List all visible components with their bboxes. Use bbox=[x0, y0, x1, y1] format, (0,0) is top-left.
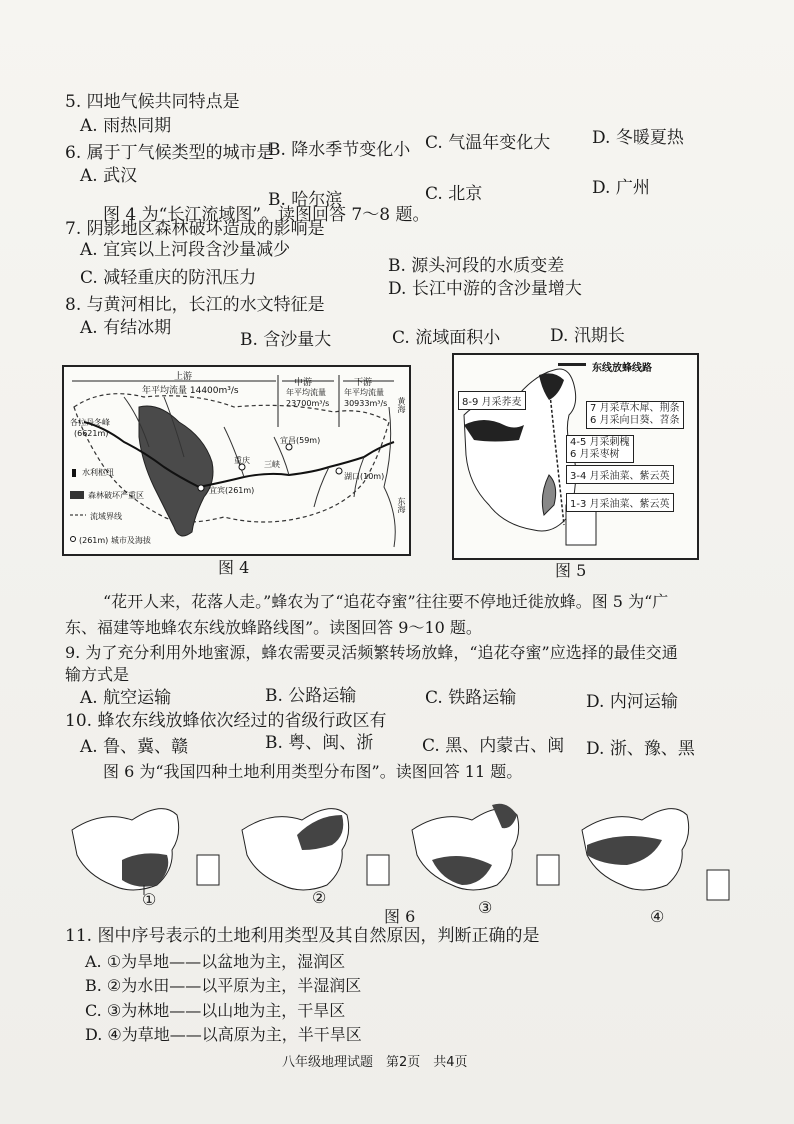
q11-option-c: C. ③为林地——以山地为主，干旱区 bbox=[85, 1001, 346, 1020]
q6-option-d: D. 广州 bbox=[592, 178, 650, 198]
q10-option-d: D. 浙、豫、黑 bbox=[586, 739, 695, 759]
map-3 bbox=[412, 804, 559, 890]
q9-option-c: C. 铁路运输 bbox=[425, 688, 517, 708]
q7-option-b: B. 源头河段的水质变差 bbox=[388, 256, 565, 276]
bee-paragraph-line1: “花开人来，花落人走。”蜂农为了“追花夺蜜”往往要不停地迁徙放蜂。图 5 为“广 bbox=[103, 592, 669, 611]
label-locust: 4-5 月采刺槐 bbox=[570, 437, 630, 448]
map-1-number: ① bbox=[142, 890, 157, 909]
fig6-caption: 图 6 bbox=[384, 907, 416, 926]
legend-boundary: 流域界线 bbox=[90, 512, 122, 521]
yangtze-basin-map bbox=[62, 365, 411, 556]
q7-option-d: D. 长江中游的含沙量增大 bbox=[388, 279, 582, 299]
q9-option-d: D. 内河运输 bbox=[586, 692, 678, 712]
lower-flow-label-1: 年平均流量 bbox=[344, 388, 384, 397]
land-use-maps bbox=[62, 790, 762, 920]
middle-flow-label-2: 23700m³/s bbox=[286, 399, 330, 408]
q5-option-a: A. 雨热同期 bbox=[80, 116, 172, 136]
label-jujube: 6 月采枣树 bbox=[570, 449, 620, 460]
q8-option-b: B. 含沙量大 bbox=[240, 330, 332, 350]
q7-option-a: A. 宜宾以上河段含沙量减少 bbox=[80, 240, 291, 260]
q6-option-c: C. 北京 bbox=[425, 184, 483, 204]
q5-option-d: D. 冬暖夏热 bbox=[592, 128, 684, 148]
peak-label: 各拉丹冬峰 bbox=[70, 418, 110, 427]
yellow-sea-label: 黄海 bbox=[397, 397, 406, 413]
city-yichang: 宜昌(59m) bbox=[280, 436, 321, 445]
q7-option-c: C. 减轻重庆的防汛压力 bbox=[80, 268, 257, 288]
legend-dam: 水利枢纽 bbox=[82, 468, 114, 477]
q9-stem-1: 9. 为了充分利用外地蜜源，蜂农需要灵活频繁转场放蜂，“追花夺蜜”应选择的最佳交通 bbox=[65, 643, 678, 662]
label-buckwheat: 8-9 月采荞麦 bbox=[458, 391, 526, 410]
q6-option-a: A. 武汉 bbox=[80, 166, 138, 186]
map-3-number: ③ bbox=[478, 898, 493, 917]
q9-stem-2: 输方式是 bbox=[65, 665, 130, 684]
three-gorges-label: 三峡 bbox=[264, 460, 280, 469]
q10-option-a: A. 鲁、冀、赣 bbox=[80, 737, 189, 757]
lower-reach-label: 下游 bbox=[354, 378, 373, 388]
q8-option-d: D. 汛期长 bbox=[550, 326, 625, 346]
map-4 bbox=[582, 809, 729, 900]
label-jul-jun bbox=[586, 401, 684, 429]
city-yibin: 宜宾(261m) bbox=[209, 486, 255, 495]
q9-option-b: B. 公路运输 bbox=[265, 686, 357, 706]
label-apr-jun bbox=[566, 435, 634, 463]
fig4-caption: 图 4 bbox=[218, 558, 250, 577]
route-legend: 东线放蜂线路 bbox=[592, 363, 652, 374]
city-chongqing: 重庆 bbox=[234, 456, 250, 465]
peak-elevation: (6621m) bbox=[74, 429, 109, 438]
q6-option-b: B. 哈尔滨 bbox=[268, 190, 343, 210]
label-jan-mar: 1-3 月采油菜、紫云英 bbox=[566, 493, 674, 512]
q8-stem: 8. 与黄河相比，长江的水文特征是 bbox=[65, 295, 325, 315]
q8-option-c: C. 流域面积小 bbox=[392, 328, 501, 348]
q7-stem: 7. 阴影地区森林破坏造成的影响是 bbox=[65, 219, 325, 239]
q8-option-a: A. 有结冰期 bbox=[80, 318, 172, 338]
q11-stem: 11. 图中序号表示的土地利用类型及其自然原因，判断正确的是 bbox=[65, 926, 540, 946]
label-jun: 6 月采向日葵、苕条 bbox=[590, 415, 680, 426]
q10-option-b: B. 粤、闽、浙 bbox=[265, 733, 374, 753]
east-sea-label: 东海 bbox=[397, 497, 406, 513]
middle-flow-label-1: 年平均流量 bbox=[286, 388, 326, 397]
q5-stem: 5. 四地气候共同特点是 bbox=[65, 92, 240, 112]
map-4-number: ④ bbox=[650, 907, 665, 926]
legend-city: (261m) 城市及海拔 bbox=[79, 536, 151, 545]
q10-stem: 10. 蜂农东线放蜂依次经过的省级行政区有 bbox=[65, 711, 387, 731]
q11-option-d: D. ④为草地——以高原为主，半干旱区 bbox=[85, 1025, 362, 1044]
fig4-intro: 图 4 为“长江流域图”。读图回答 7～8 题。 bbox=[103, 205, 430, 225]
map-2-number: ② bbox=[312, 888, 327, 907]
fig6-intro: 图 6 为“我国四种土地利用类型分布图”。读图回答 11 题。 bbox=[103, 762, 523, 781]
map-1 bbox=[72, 809, 219, 895]
city-hukou: 湖口(10m) bbox=[344, 472, 385, 481]
q5-option-c: C. 气温年变化大 bbox=[425, 133, 551, 153]
lower-flow-label-2: 30933m³/s bbox=[344, 399, 388, 408]
middle-reach-label: 中游 bbox=[294, 378, 313, 388]
q10-option-c: C. 黑、内蒙古、闽 bbox=[422, 736, 565, 756]
q11-option-b: B. ②为水田——以平原为主，半湿润区 bbox=[85, 976, 362, 995]
upper-flow-label: 年平均流量 14400m³/s bbox=[142, 386, 239, 396]
page-footer: 八年级地理试题 第2页 共4页 bbox=[282, 1055, 468, 1070]
q5-option-b: B. 降水季节变化小 bbox=[268, 140, 411, 160]
bee-paragraph-line2: 东、福建等地蜂农东线放蜂路线图”。读图回答 9～10 题。 bbox=[65, 618, 482, 637]
fig5-caption: 图 5 bbox=[555, 561, 587, 580]
label-jul: 7 月采草木犀、荆条 bbox=[590, 403, 680, 414]
legend-deforestation: 森林破坏严重区 bbox=[88, 491, 144, 500]
q6-stem: 6. 属于丁气候类型的城市是 bbox=[65, 143, 274, 163]
q9-option-a: A. 航空运输 bbox=[80, 688, 172, 708]
upper-reach-label: 上游 bbox=[174, 372, 193, 382]
map-2 bbox=[242, 809, 389, 890]
bee-route-map bbox=[452, 353, 699, 560]
label-mar-apr: 3-4 月采油菜、紫云英 bbox=[566, 465, 674, 484]
q11-option-a: A. ①为旱地——以盆地为主，湿润区 bbox=[85, 952, 346, 971]
